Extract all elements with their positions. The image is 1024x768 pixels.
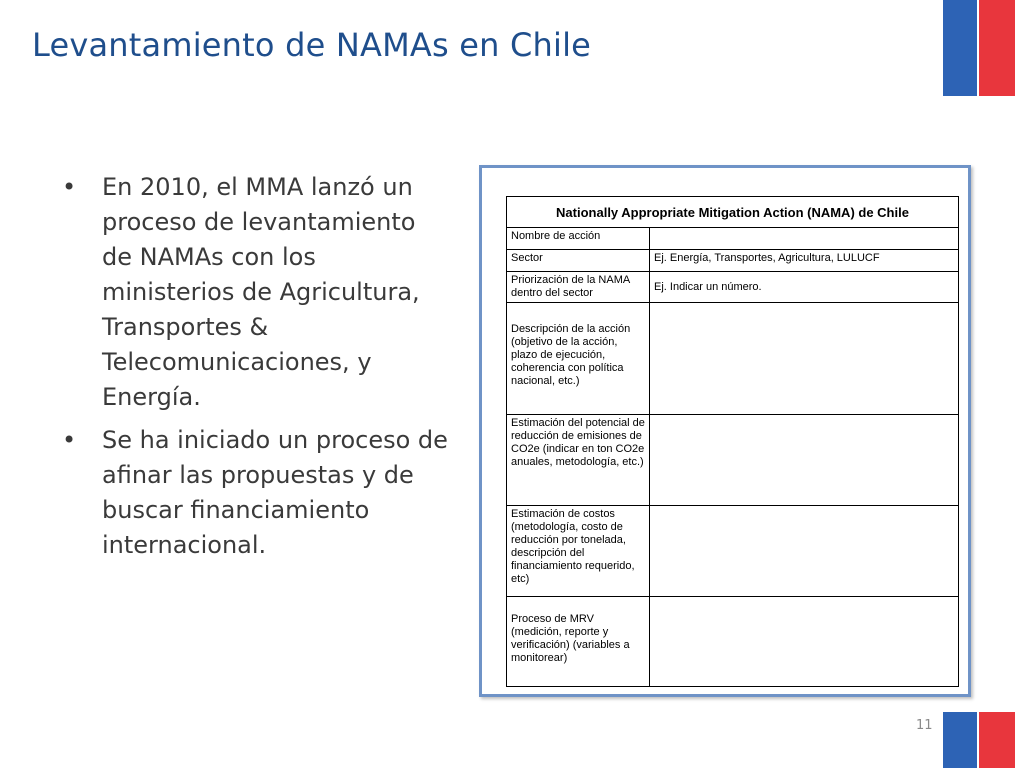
row-value: [650, 415, 959, 506]
flag-blue-stripe: [943, 0, 977, 96]
bullet-text: Se ha iniciado un proceso de afinar las propuestas y de buscar financiamiento internacional.: [102, 426, 448, 559]
slide-title: Levantamiento de NAMAs en Chile: [32, 26, 592, 64]
row-label: Nombre de acción: [507, 228, 650, 250]
row-value: Ej. Indicar un número.: [650, 272, 959, 303]
row-label: Estimación del potencial de reducción de emisiones de CO2e (indicar en ton CO2e anuales, metodología, etc.): [507, 415, 650, 506]
page-number: 11: [916, 718, 933, 733]
row-label: Descripción de la acción (objetivo de la acción, plazo de ejecución, coherencia con política nacional, etc.): [507, 303, 650, 415]
bullet-item: [60, 170, 450, 415]
flag-decoration-bottom: [943, 712, 1015, 768]
row-value: [650, 303, 959, 415]
flag-blue-stripe: [943, 712, 977, 768]
flag-decoration-top: [943, 0, 1015, 96]
bullet-marker: •: [62, 173, 77, 201]
row-label: Estimación de costos (metodología, costo de reducción por tonelada, descripción del financiamiento requerido, etc): [507, 506, 650, 597]
bullet-item: [60, 423, 450, 563]
bullet-text: En 2010, el MMA lanzó un proceso de levantamiento de NAMAs con los ministerios de Agricultura, Transportes & Telecomunicaciones, y Energía.: [102, 173, 420, 411]
bullet-list: [60, 170, 450, 571]
row-label: Proceso de MRV (medición, reporte y verificación) (variables a monitorear): [507, 597, 650, 687]
flag-red-stripe: [979, 712, 1015, 768]
row-value: [650, 506, 959, 597]
nama-table-header: Nationally Appropriate Mitigation Action (NAMA) de Chile: [507, 197, 959, 228]
row-value: Ej. Energía, Transportes, Agricultura, LULUCF: [650, 250, 959, 272]
nama-table: [506, 196, 959, 687]
row-label: Sector: [507, 250, 650, 272]
nama-form-image: [479, 165, 971, 697]
row-value: [650, 597, 959, 687]
bullet-marker: •: [62, 426, 77, 454]
row-value: [650, 228, 959, 250]
flag-red-stripe: [979, 0, 1015, 96]
row-label: Priorización de la NAMA dentro del sector: [507, 272, 650, 303]
